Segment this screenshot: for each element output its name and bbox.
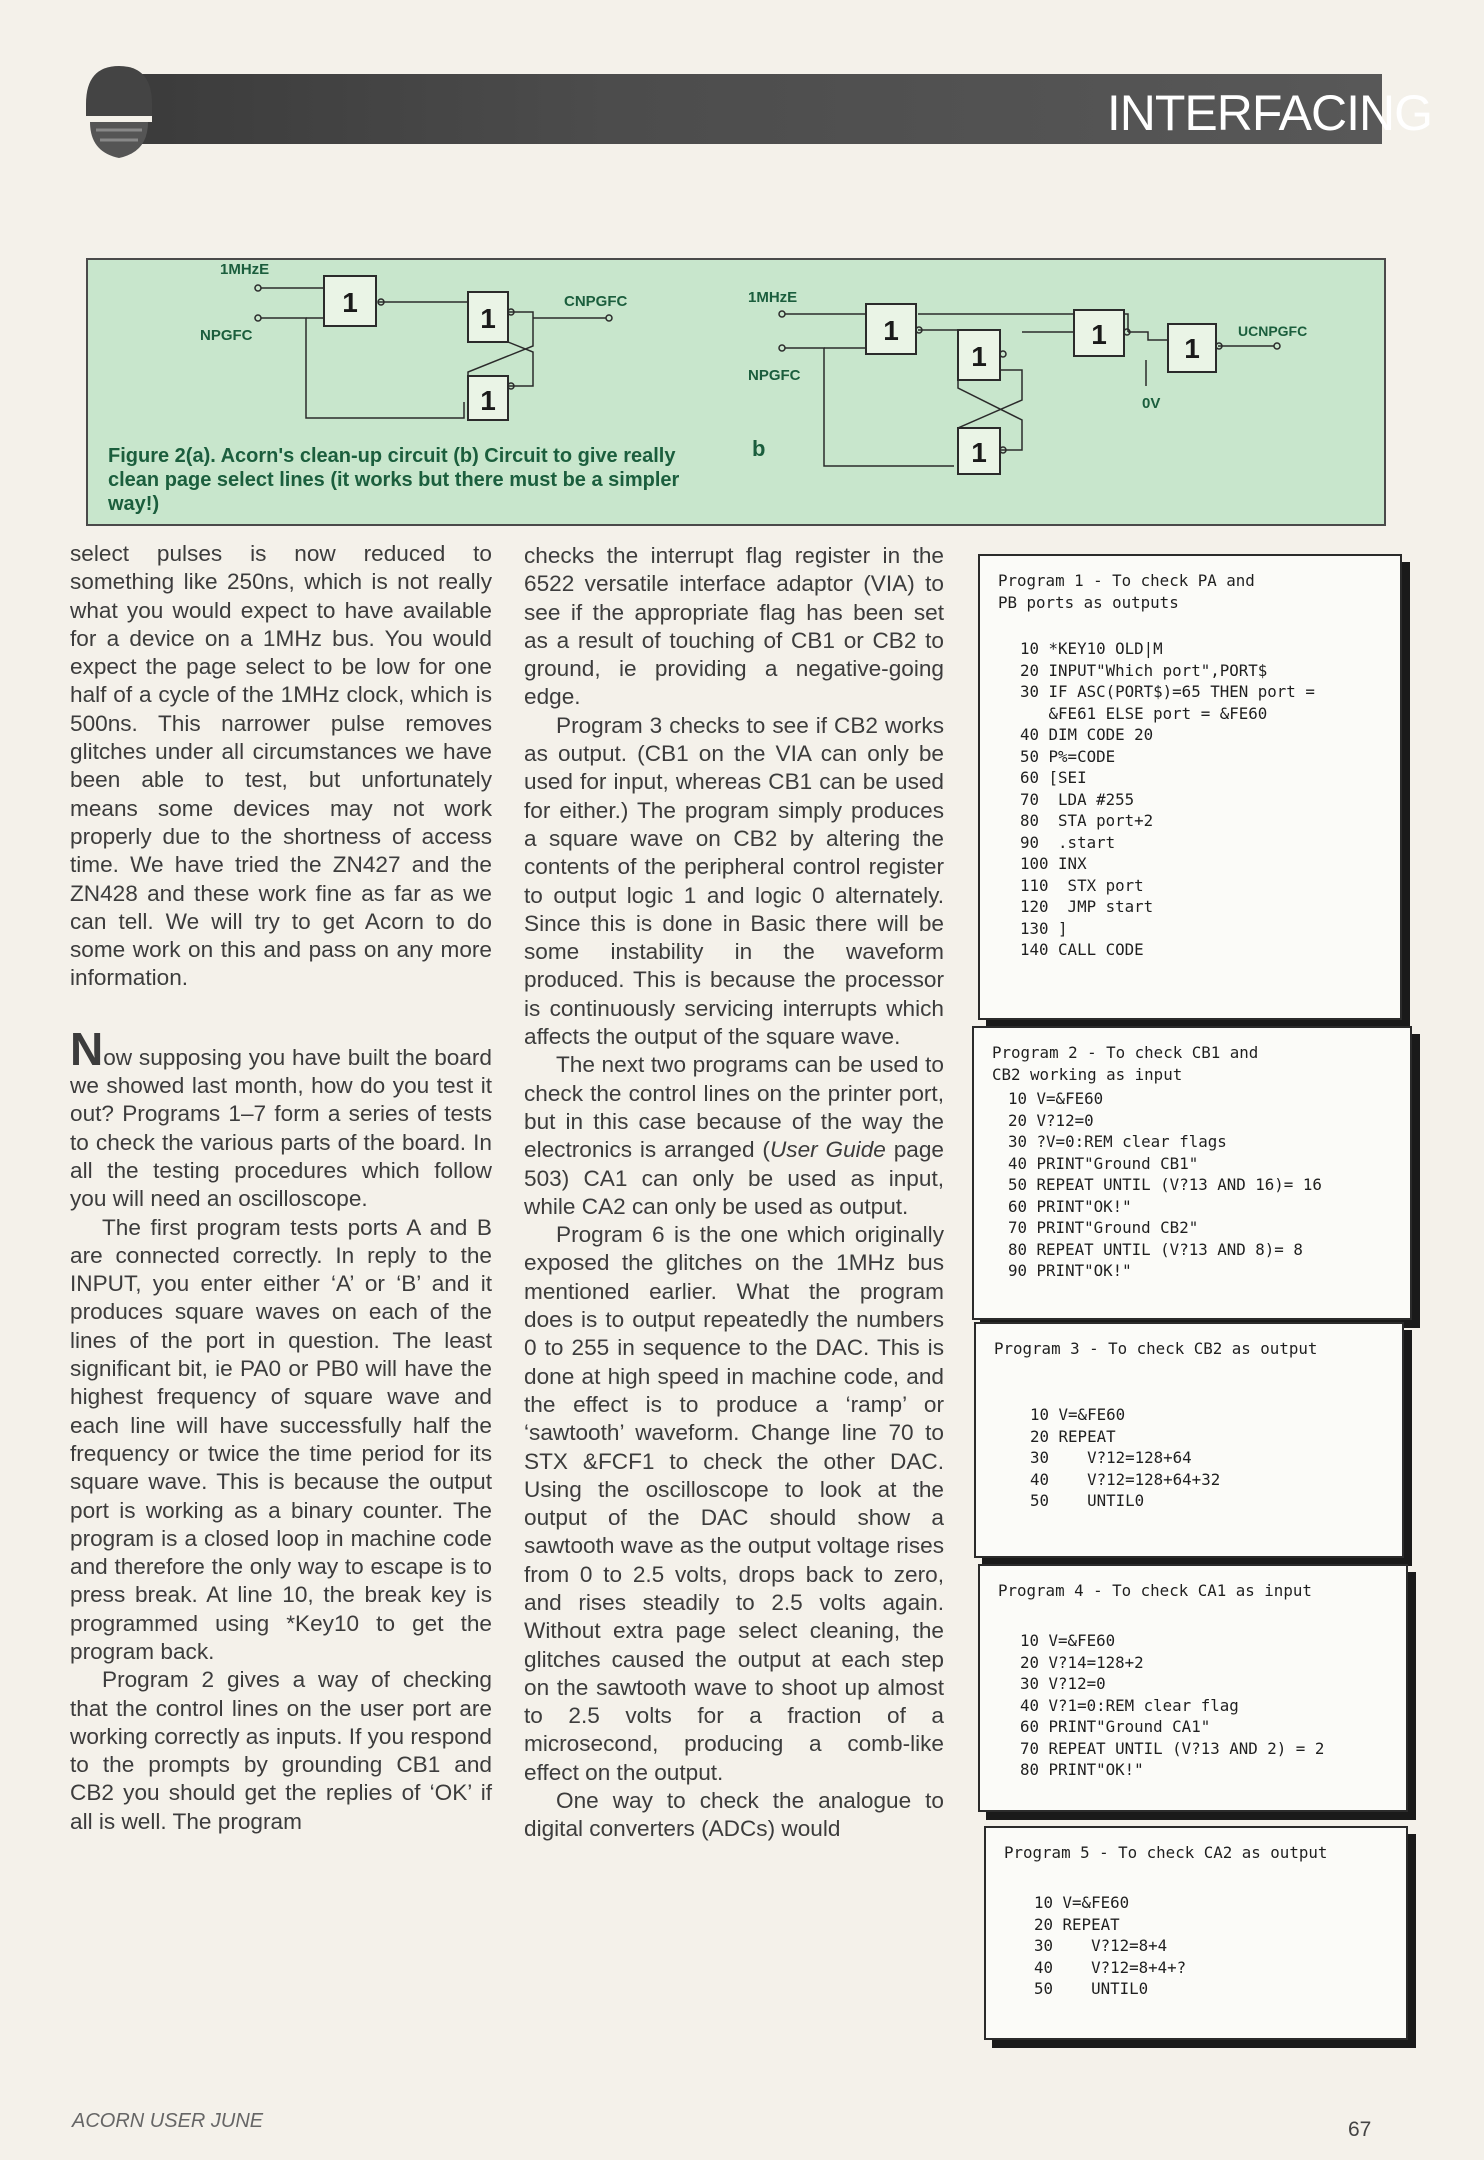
gate-b3 [958,428,1006,474]
label-a-output: CNPGFC [564,293,628,310]
label-b-clock: 1MHzE [748,289,798,306]
svg-text:1: 1 [971,341,987,372]
svg-text:1: 1 [480,303,496,334]
label-a-page: NPGFC [200,327,253,344]
user-guide-reference: User Guide [769,1137,886,1163]
section-title: INTERFACING [1106,85,1432,141]
svg-text:1: 1 [883,315,899,346]
label-b-page: NPGFC [748,367,801,384]
program-listing-4 [978,1564,1408,1812]
program-4-code: 10 V=&FE60 20 V?14=128+2 30 V?12=0 40 V?1=0:REM clear flag 60 PRINT"Ground CA1" 70 REPEAT UNTIL (V?13 AND 2) = 2 80 PRINT"OK!" [1020,1631,1325,1779]
figure-caption: Figure 2(a). Acorn's clean-up circuit (b) Circuit to give really clean page select lines (it works but there must be a simpler way!) [108,445,680,515]
program-listing-5 [984,1826,1408,2040]
svg-text:1: 1 [480,385,496,416]
program-5-code: 10 V=&FE60 20 REPEAT 30 V?12=8+4 40 V?12=8+4+? 50 UNTIL0 [1034,1893,1187,1998]
label-b-ground: 0V [1142,395,1161,412]
gate-a2 [468,292,514,342]
mid-paragraph-4: Program 6 is the one which originally exposed the glitches on the 1MHz bus mentioned earlier. What the program does is to output repeatedly the numbers 0 to 255 in sequence to the DAC. This is done at high speed in machine code, and the effect is to produce a ‘ramp’ or ‘sawtooth’ waveform. Change line 70 to STX &FCF1 to check the other DAC. Using the oscilloscope to look at the output of the DAC should show a sawtooth wave as the output voltage rises from 0 to 2.5 volts, drops back to zero, and rises steadily to 2.5 volts again. Without extra page select cleaning, the glitches caused the output at each step on the sawtooth wave to shoot up almost to 2.5 volts for a fraction of a microsecond, producing a comb-like effect on the output. [524,1222,944,1785]
program-2-code: 10 V=&FE60 20 V?12=0 30 ?V=0:REM clear flags 40 PRINT"Ground CB1" 50 REPEAT UNTIL (V?13 AND 16)= 16 60 PRINT"OK!" 70 PRINT"Ground CB2" 80 REPEAT UNTIL (V?13 AND 8)= 8 90 PRINT"OK!" [1008,1089,1322,1280]
program-3-title: Program 3 - To check CB2 as output [994,1339,1318,1358]
svg-text:1: 1 [1184,333,1200,364]
gate-a3 [468,376,514,420]
svg-text:1: 1 [342,287,358,318]
left-paragraph-3: The first program tests ports A and B are connected correctly. In reply to the INPUT, you enter either ‘A’ or ‘B’ and it produces square waves on each of the lines of the port in question. The least significant bit, ie PA0 or PB0 will have the highest frequency of square wave and each line will have successfully half the frequency or twice the time period for its square wave. This is because the output port is working as a binary counter. The program is a closed loop in machine code and therefore the only way to escape is to press break. At line 10, the break key is programmed using *Key10 to get the program back. [70,1214,492,1664]
program-1-code: 10 *KEY10 OLD|M 20 INPUT"Which port",PORT$ 30 IF ASC(PORT$)=65 THEN port = &FE61 ELSE port = &FE60 40 DIM CODE 20 50 P%=CODE 60 [SEI 70 LDA #255 80 STA port+2 90 .start 100 INX 110 STX port 120 JMP start 130 ] 140 CALL CODE [1020,639,1315,959]
svg-text:1: 1 [971,437,987,468]
gate-b1 [866,304,922,354]
acorn-logo [78,60,160,164]
left-paragraph-1: select pulses is now reduced to something like 250ns, which is not really what you would expect to have available for a device on a 1MHz bus. You would expect the page select to be low for one half of a cycle of the 1MHz clock, which is 500ns. This narrower pulse removes glitches under all circumstances we have been able to test, but unfortunately means some devices may not work properly due to the shortness of access time. We have tried the ZN427 and the ZN428 and these work fine as far as we can tell. We will try to get Acorn to do some work on this and pass on any more information. [70,541,492,991]
left-paragraph-4: Program 2 gives a way of checking that the control lines on the user port are working correctly as inputs. If you respond to the prompts by grounding CB1 and CB2 you should get the replies of ‘OK’ if all is well. The program [70,1667,492,1834]
program-1-title: Program 1 - To check PA and PB ports as outputs [998,571,1255,612]
svg-text:1: 1 [1091,319,1107,350]
publication-footer: ACORN USER JUNE [72,2110,264,2132]
mid-paragraph-2: Program 3 checks to see if CB2 works as output. (CB1 on the VIA can only be used for input, whereas CB1 can be used for either.) The program simply produces a square wave on CB2 by altering the contents of the peripheral control register to output logic 1 and logic 0 alternately. Since this is done in Basic there will be some instability in the waveform produced. This is because the processor is continuously servicing interrupts which affects the output of the square wave. [524,712,944,1050]
program-listing-2 [972,1026,1412,1320]
program-listing-1 [978,554,1402,1020]
drop-cap: N [70,1022,104,1075]
gate-a1 [324,276,376,326]
program-3-code: 10 V=&FE60 20 REPEAT 30 V?12=128+64 40 V?12=128+64+32 50 UNTIL0 [1030,1405,1221,1510]
program-4-title: Program 4 - To check CA1 as input [998,1581,1312,1600]
circuit-figure [86,258,1386,526]
left-paragraph-2-text: ow supposing you have built the board we showed last month, how do you test it out? Programs 1–7 form a series of tests to check the various parts of the board. In all the testing procedures which follow you will need an oscilloscope. [70,1044,492,1212]
gate-b2 [958,330,1006,380]
label-a-clock: 1MHzE [220,261,270,278]
middle-column [524,542,944,1844]
left-paragraph-2 [70,1022,492,1214]
page-number: 67 [1348,2118,1372,2141]
program-5-title: Program 5 - To check CA2 as output [1004,1843,1328,1862]
left-column [70,540,492,1836]
gate-b5 [1168,324,1222,372]
label-b-output: UCNPGFC [1238,323,1308,339]
gate-b4 [1074,310,1130,356]
label-b-marker: b [752,436,766,461]
mid-paragraph-1: checks the interrupt flag register in the 6522 versatile interface adaptor (VIA) to see if the appropriate flag has been set as a result of touching of CB1 or CB2 to ground, ie providing a negative-going edge. [524,543,944,710]
mid-paragraph-3: The next two programs can be used to check the control lines on the printer port, but in this case because of the way the electronics is arranged (User Guide page 503) CA1 can only be used as input, while CA2 can only be used as output. [524,1052,944,1219]
program-2-title: Program 2 - To check CB1 and CB2 working as input [992,1043,1259,1084]
mid-paragraph-5: One way to check the analogue to digital converters (ADCs) would [524,1788,944,1842]
program-listing-3 [974,1322,1404,1558]
